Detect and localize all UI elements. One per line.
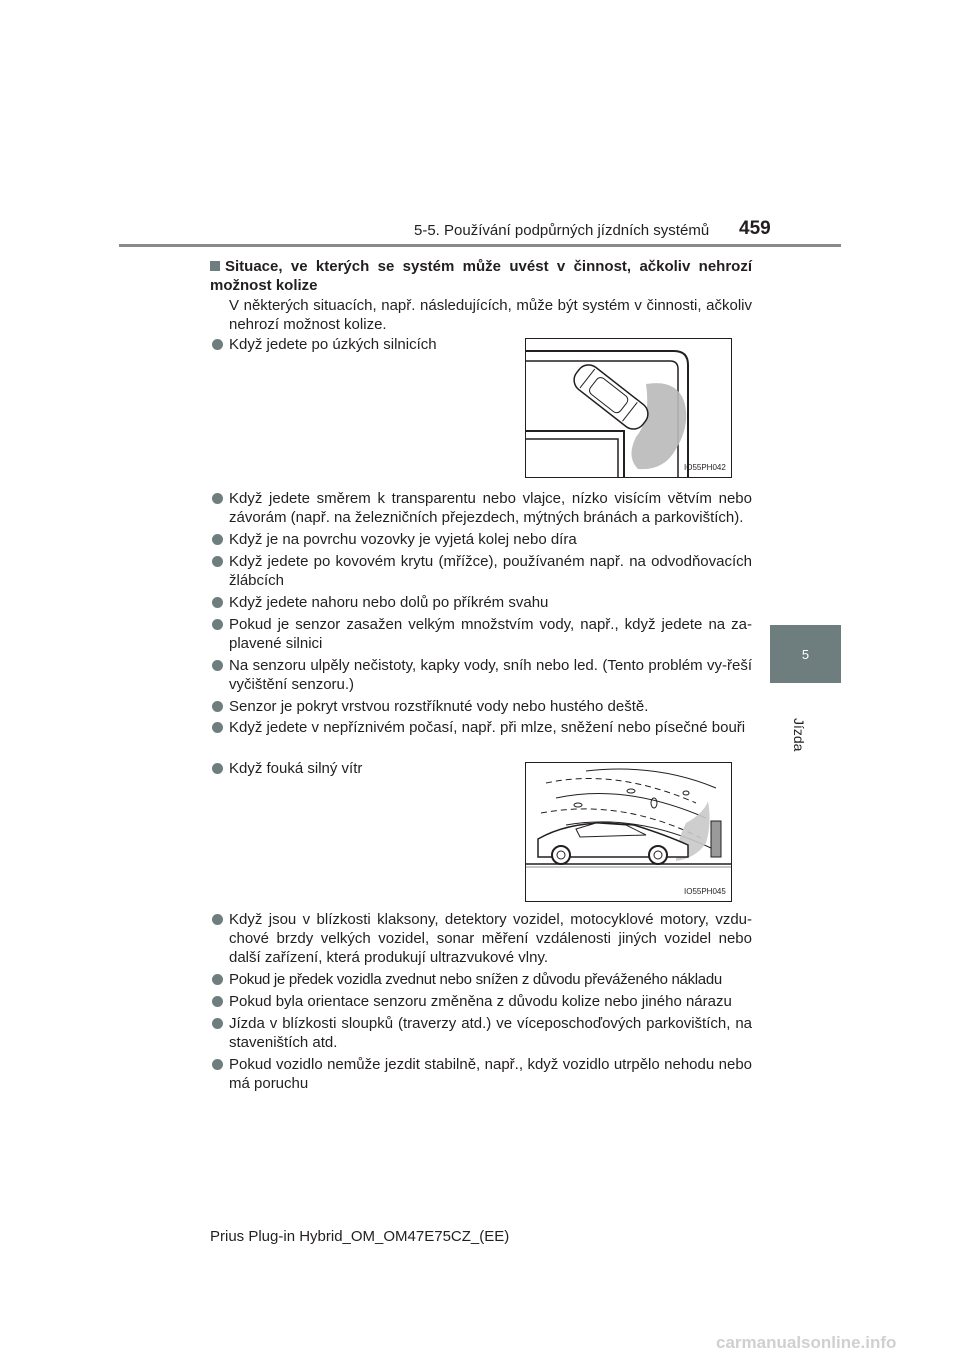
strong-wind-illustration: [526, 763, 731, 901]
figure-strong-wind: [525, 762, 732, 902]
header-divider: [119, 244, 841, 247]
section-heading-text: Situace, ve kterých se systém může uvést v činnost, ačkoliv nehrozí možnost kolize: [210, 258, 752, 294]
square-bullet-icon: [210, 261, 220, 271]
list-item: Když jedete po kovovém krytu (mřížce), používaném např. na odvodňovacích žlábcích: [212, 552, 752, 590]
narrow-road-illustration: [526, 339, 731, 477]
chapter-tab[interactable]: [770, 625, 841, 683]
list-item: Když jedete po úzkých silnicích: [212, 335, 505, 354]
list-item: Senzor je pokryt vrstvou rozstříknuté vody nebo hustého deště.: [212, 697, 752, 716]
list-item: Když jedete nahoru nebo dolů po příkrém svahu: [212, 593, 752, 612]
list-item: Na senzoru ulpěly nečistoty, kapky vody, sníh nebo led. (Tento problém vy-řeší vyčištění senzoru.): [212, 656, 752, 694]
section-intro: V některých situacích, např. následujících, může být systém v činnosti, ačkoliv nehrozí možnost kolize.: [229, 297, 752, 333]
list-item: Pokud je senzor zasažen velkým množstvím vody, např., když jedete na za-plavené silnici: [212, 615, 752, 653]
figure-narrow-road: [525, 338, 732, 478]
chapter-number: 5: [801, 646, 810, 662]
section-heading: [210, 257, 752, 295]
site-watermark: carmanualsonline.info: [716, 1333, 897, 1352]
list-item: Jízda v blízkosti sloupků (traverzy atd.) ve víceposchoďových parkovištích, na staveništích atd.: [212, 1014, 752, 1052]
list-item: Pokud byla orientace senzoru změněna z důvodu kolize nebo jiného nárazu: [212, 992, 752, 1011]
list-item: Pokud je předek vozidla zvednut nebo snížen z důvodu převáženého nákladu: [212, 970, 752, 989]
list-item: Když jedete v nepříznivém počasí, např. při mlze, sněžení nebo písečné bouři: [212, 718, 752, 737]
list-item: Když jsou v blízkosti klaksony, detektory vozidel, motocyklové motory, vzdu-chové brzdy velkých vozidel, sonar měření vzdálenosti jiných vozidel nebo další zařízení, která produkují ultrazvukové vlny.: [212, 910, 752, 967]
figure-code: IO55PH045: [684, 887, 726, 896]
document-footer: Prius Plug-in Hybrid_OM_OM47E75CZ_(EE): [210, 1228, 510, 1245]
page-number: 459: [739, 218, 771, 239]
list-item: Pokud vozidlo nemůže jezdit stabilně, např., když vozidlo utrpělo nehodu nebo má poruchu: [212, 1055, 752, 1093]
figure-code: IO55PH042: [684, 463, 726, 472]
list-item: Když fouká silný vítr: [212, 759, 505, 778]
running-header: 5-5. Používání podpůrných jízdních systémů: [414, 222, 710, 239]
chapter-label: Jízda: [791, 718, 807, 752]
list-item: Když je na povrchu vozovky je vyjetá kolej nebo díra: [212, 530, 752, 549]
list-item: Když jedete směrem k transparentu nebo vlajce, nízko visícím větvím nebo závorám (např. na železničních přejezdech, mýtných bránách a parkovištích).: [212, 489, 752, 527]
